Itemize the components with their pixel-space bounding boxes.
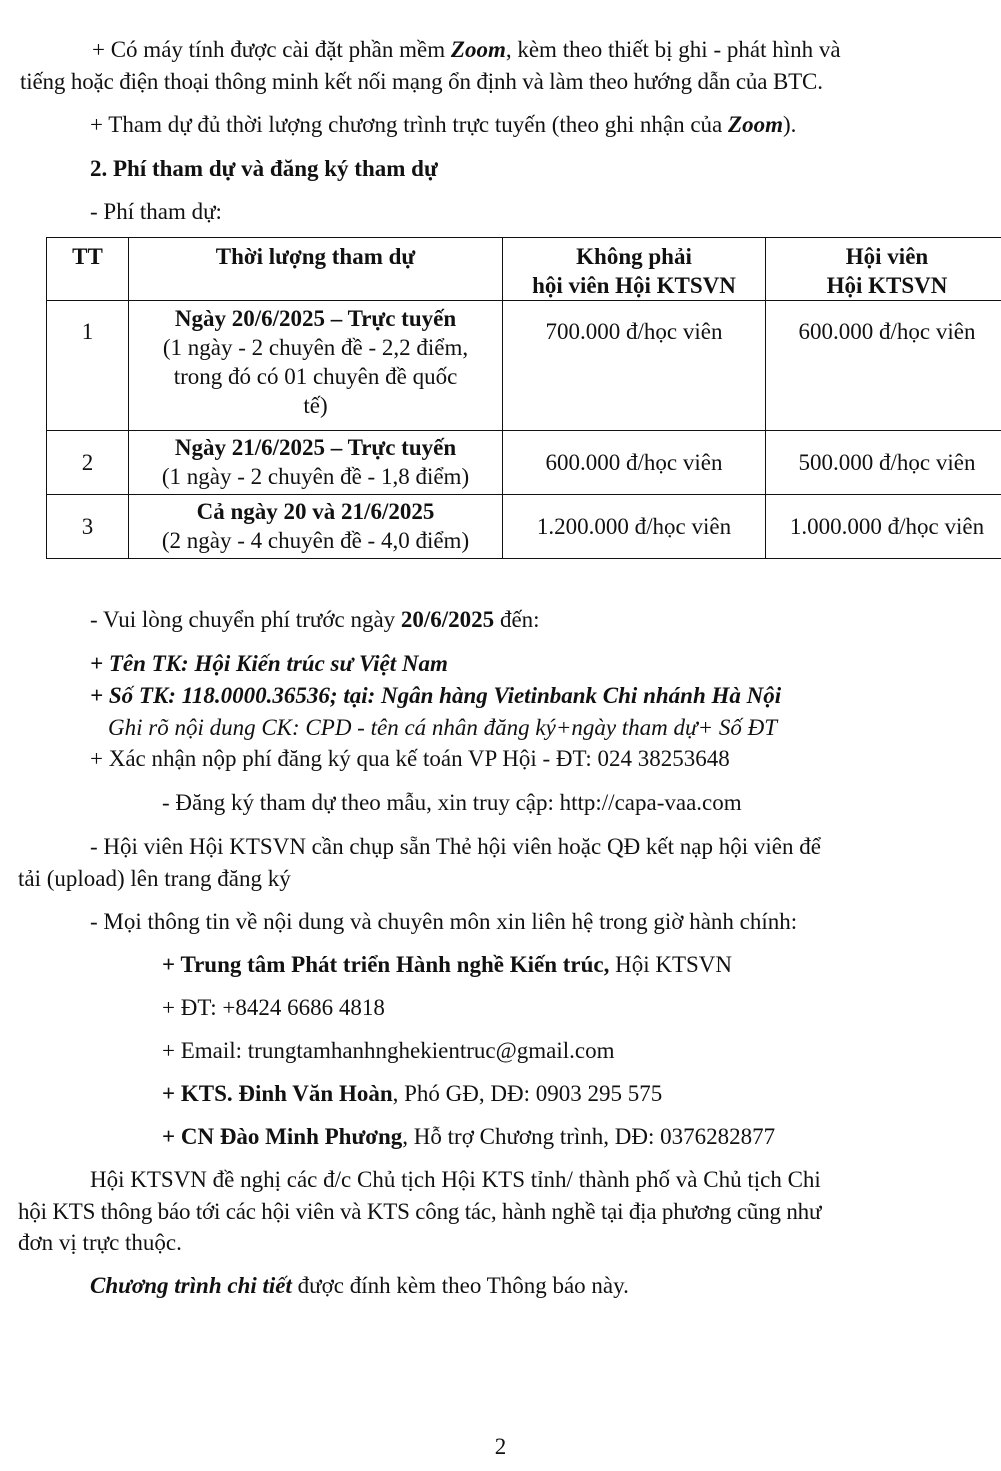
zoom-term: Zoom [728, 112, 783, 137]
row-desc: tế) [303, 393, 328, 418]
row-desc: (1 ngày - 2 chuyên đề - 1,8 điểm) [161, 464, 470, 489]
contact-person-2 [162, 1123, 775, 1151]
table-row [47, 495, 1001, 559]
row-tt [47, 301, 129, 431]
row-member-fee [766, 301, 1001, 431]
account-name: + Tên TK: Hội Kiến trúc sư Việt Nam [90, 651, 448, 676]
fee-value: 1.000.000 đ/học viên [789, 514, 985, 539]
row-duration [129, 301, 503, 431]
text: + Có máy tính được cài đặt phần mềm [92, 37, 451, 62]
row-duration [129, 431, 503, 495]
header-tt [47, 238, 129, 301]
contact-phone: + ĐT: +8424 6686 4818 [162, 995, 385, 1020]
row-member-fee [766, 495, 1001, 559]
row-duration [129, 495, 503, 559]
header-member-line1: Hội viên [845, 244, 929, 269]
deadline-date: 20/6/2025 [400, 607, 495, 632]
closing-line1: Hội KTSVN đề nghị các đ/c Chủ tịch Hội KTS tỉnh/ thành phố và Chủ tịch Chi [90, 1167, 821, 1192]
row-non-member-fee [503, 495, 766, 559]
person-name: + CN Đào Minh Phương [162, 1124, 403, 1149]
text: được đính kèm theo Thông báo này. [291, 1273, 629, 1298]
row-desc: (2 ngày - 4 chuyên đề - 4,0 điểm) [161, 528, 470, 553]
row-desc: (1 ngày - 2 chuyên đề - 2,2 điểm, [162, 335, 469, 360]
header-member-line2: Hội KTSVN [826, 273, 948, 298]
table-row [47, 301, 1001, 431]
text: , kèm theo thiết bị ghi - phát hình và [505, 37, 841, 62]
row-tt-value: 3 [81, 514, 94, 539]
member-note-line2: tải (upload) lên trang đăng ký [18, 866, 291, 891]
row-tt-value: 2 [81, 450, 94, 475]
closing-line2: hội KTS thông báo tới các hội viên và KTS công tác, hành nghề tại địa phương cũng như [18, 1199, 822, 1224]
row-title: Cả ngày 20 và 21/6/2025 [196, 499, 435, 524]
section-heading: 2. Phí tham dự và đăng ký tham dự [90, 156, 438, 181]
text: , Phó GĐ, DĐ: 0903 295 575 [392, 1081, 663, 1106]
fee-confirmation: + Xác nhận nộp phí đăng ký qua kế toán VP Hội - ĐT: 024 38253648 [90, 746, 730, 771]
center-name: + Trung tâm Phát triển Hành nghề Kiến trúc, [162, 952, 610, 977]
transfer-deadline [90, 606, 540, 634]
attachment-note [90, 1272, 629, 1300]
row-desc: trong đó có 01 chuyên đề quốc [173, 364, 458, 389]
fee-value: 700.000 đ/học viên [545, 319, 723, 344]
contact-email: + Email: trungtamhanhnghekientruc@gmail.com [162, 1038, 615, 1063]
row-tt [47, 431, 129, 495]
requirement-zoom-device-line1 [92, 36, 841, 64]
contact-person-1 [162, 1080, 662, 1108]
contact-intro: - Mọi thông tin về nội dung và chuyên môn xin liên hệ trong giờ hành chính: [90, 909, 798, 934]
row-title: Ngày 20/6/2025 – Trực tuyến [174, 306, 457, 331]
requirement-attendance [90, 111, 796, 139]
fee-table [46, 237, 1001, 559]
text: , Hỗ trợ Chương trình, DĐ: 0376282877 [402, 1124, 776, 1149]
row-title: Ngày 21/6/2025 – Trực tuyến [174, 435, 457, 460]
page-number: 2 [494, 1434, 507, 1459]
table-header-row [47, 238, 1001, 301]
text: ). [782, 112, 797, 137]
text: - Vui lòng chuyển phí trước ngày [90, 607, 401, 632]
header-non-member-line2: hội viên Hội KTSVN [532, 273, 736, 298]
fee-value: 600.000 đ/học viên [545, 450, 723, 475]
contact-center [162, 951, 732, 979]
row-tt-value: 1 [81, 319, 94, 344]
text: Hội KTSVN [609, 952, 733, 977]
fee-value: 500.000 đ/học viên [798, 450, 976, 475]
row-tt [47, 495, 129, 559]
fee-value: 600.000 đ/học viên [798, 319, 976, 344]
header-duration-label: Thời lượng tham dự [215, 244, 416, 269]
zoom-term: Zoom [450, 37, 506, 62]
header-duration [129, 238, 503, 301]
fee-label: - Phí tham dự: [90, 199, 222, 224]
header-non-member [503, 238, 766, 301]
program-detail: Chương trình chi tiết [90, 1273, 292, 1298]
text: + Tham dự đủ thời lượng chương trình trực tuyến (theo ghi nhận của [90, 112, 729, 137]
person-name: + KTS. Đinh Văn Hoàn [162, 1081, 393, 1106]
registration-link: - Đăng ký tham dự theo mẫu, xin truy cập: http://capa-vaa.com [162, 790, 742, 815]
header-tt-label: TT [72, 244, 103, 269]
row-non-member-fee [503, 301, 766, 431]
text: đến: [494, 607, 540, 632]
member-note-line1: - Hội viên Hội KTSVN cần chụp sẵn Thẻ hội viên hoặc QĐ kết nạp hội viên để [90, 834, 821, 859]
requirement-zoom-device-line2: tiếng hoặc điện thoại thông minh kết nối mạng ổn định và làm theo hướng dẫn của BTC. [20, 69, 823, 94]
account-number: + Số TK: 118.0000.36536; tại: Ngân hàng Vietinbank Chi nhánh Hà Nội [90, 683, 782, 708]
row-member-fee [766, 431, 1001, 495]
fee-value: 1.200.000 đ/học viên [536, 514, 732, 539]
table-row [47, 431, 1001, 495]
header-non-member-line1: Không phải [576, 244, 692, 269]
header-member [766, 238, 1001, 301]
transfer-note: Ghi rõ nội dung CK: CPD - tên cá nhân đăng ký+ngày tham dự+ Số ĐT [108, 715, 778, 740]
row-non-member-fee [503, 431, 766, 495]
closing-line3: đơn vị trực thuộc. [18, 1230, 182, 1255]
